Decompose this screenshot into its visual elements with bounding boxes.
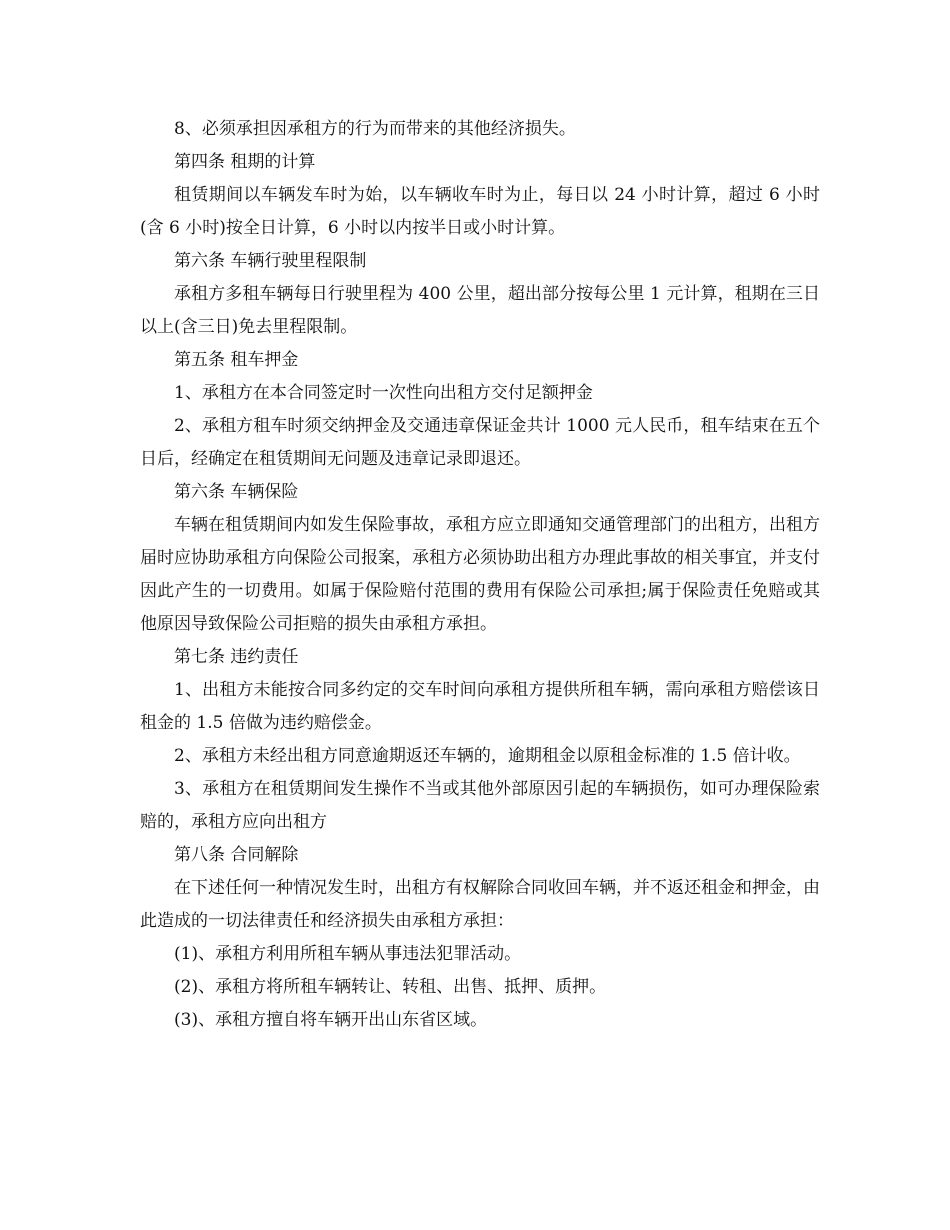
document-body — [140, 113, 820, 1037]
paragraph-lease-term: 租赁期间以车辆发车时为始，以车辆收车时为止，每日以 24 小时计算，超过 6 小时(含 6 小时)按全日计算，6 小时以内按半日或小时计算。 — [140, 185, 820, 238]
paragraph-insurance: 车辆在租赁期间内如发生保险事故，承租方应立即通知交通管理部门的出租方，出租方届时应协助承租方向保险公司报案，承租方必须协助出租方办理此事故的相关事宜，并支付因此产生的一切费用。如属于保险赔付范围的费用有保险公司承担;属于保险责任免赔或其他原因导致保险公司拒赔的损失由承租方承担。 — [140, 515, 820, 634]
paragraph-termination-item-3: (3)、承租方擅自将车辆开出山东省区域。 — [174, 1010, 488, 1030]
paragraph-item-8: 8、必须承担因承租方的行为而带来的其他经济损失。 — [174, 119, 576, 139]
paragraph-liability-1: 1、出租方未能按合同多约定的交车时间向承租方提供所租车辆，需向承租方赔偿该日租金的 1.5 倍做为违约赔偿金。 — [140, 680, 820, 733]
paragraph-liability-3: 3、承租方在租赁期间发生操作不当或其他外部原因引起的车辆损伤，如可办理保险索赔的，承租方应向出租方 — [140, 779, 820, 832]
paragraph-mileage: 承租方多租车辆每日行驶里程为 400 公里，超出部分按每公里 1 元计算，租期在三日以上(含三日)免去里程限制。 — [140, 284, 820, 337]
paragraph-termination-item-1: (1)、承租方利用所租车辆从事违法犯罪活动。 — [174, 944, 522, 964]
section-heading-article-4: 第四条 租期的计算 — [174, 152, 316, 172]
paragraph-liability-2: 2、承租方未经出租方同意逾期返还车辆的，逾期租金以原租金标准的 1.5 倍计收。 — [174, 746, 801, 766]
paragraph-deposit-1: 1、承租方在本合同签定时一次性向出租方交付足额押金 — [174, 383, 593, 403]
section-heading-termination: 第八条 合同解除 — [174, 845, 299, 865]
section-heading-liability: 第七条 违约责任 — [174, 647, 299, 667]
section-heading-deposit: 第五条 租车押金 — [174, 350, 299, 370]
section-heading-mileage-limit: 第六条 车辆行驶里程限制 — [174, 251, 367, 271]
paragraph-termination-item-2: (2)、承租方将所租车辆转让、转租、出售、抵押、质押。 — [174, 977, 607, 997]
paragraph-deposit-2: 2、承租方租车时须交纳押金及交通违章保证金共计 1000 元人民币，租车结束在五个日后，经确定在租赁期间无问题及违章记录即退还。 — [140, 416, 820, 469]
paragraph-termination: 在下述任何一种情况发生时，出租方有权解除合同收回车辆，并不返还租金和押金，由此造成的一切法律责任和经济损失由承租方承担： — [140, 878, 820, 931]
section-heading-insurance: 第六条 车辆保险 — [174, 482, 299, 502]
